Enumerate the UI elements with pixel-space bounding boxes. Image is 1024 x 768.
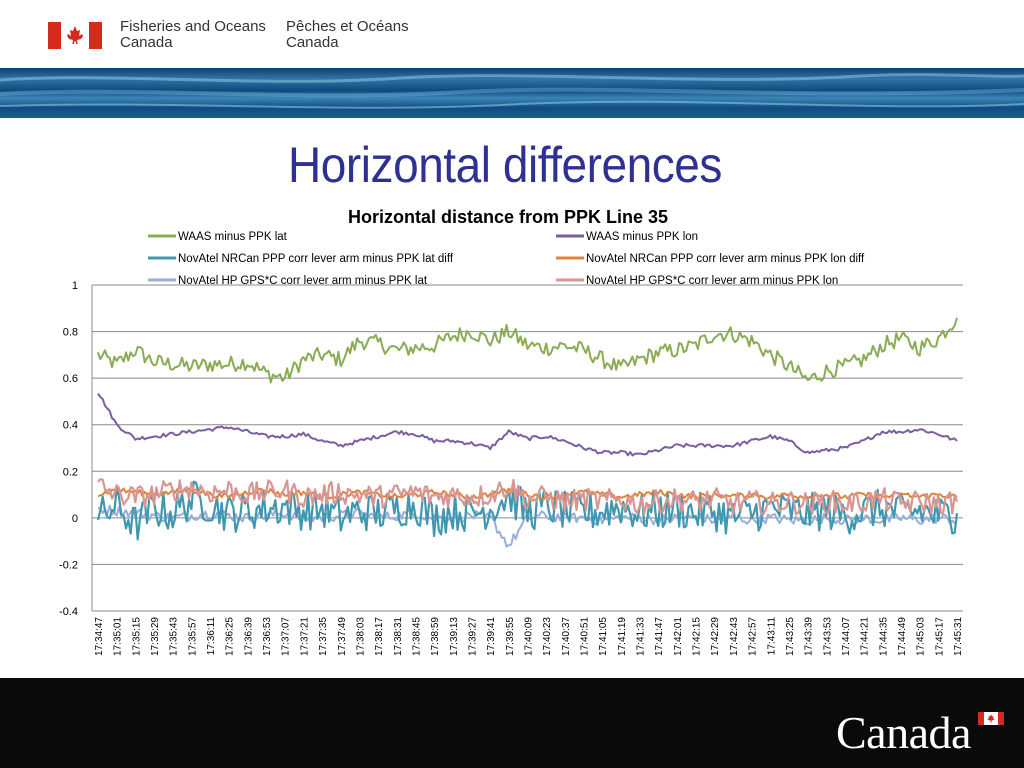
x-tick-label: 17:44:21 [859,617,871,656]
x-tick-label: 17:42:15 [691,617,703,656]
x-tick-label: 17:35:01 [112,617,124,656]
y-tick-label: -0.4 [59,606,78,618]
x-tick-label: 17:41:05 [598,617,610,656]
chart-legend [148,231,865,287]
x-tick-label: 17:44:07 [840,617,852,656]
x-tick-label: 17:36:53 [262,617,274,656]
department-fr-line1: Pêches et Océans [286,18,409,35]
canada-wordmark: Canada [836,707,971,758]
x-tick-label: 17:38:17 [374,617,386,656]
legend-label-1: WAAS minus PPK lon [586,231,699,243]
x-tick-label: 17:35:43 [168,617,180,656]
y-tick-label: -0.2 [59,559,78,572]
x-tick-label: 17:38:31 [392,617,404,656]
department-en-line2: Canada [120,34,173,51]
x-tick-label: 17:35:57 [187,617,199,656]
series-line-0 [98,318,957,383]
legend-label-5: NovAtel HP GPS*C corr lever arm minus PPK lon [586,275,839,287]
x-tick-label: 17:45:03 [915,617,927,656]
y-tick-label: 0.2 [62,466,78,479]
department-name-french [286,19,409,51]
department-fr-line2: Canada [286,34,339,51]
x-tick-label: 17:40:37 [560,617,572,656]
legend-label-0: WAAS minus PPK lat [178,231,287,243]
x-tick-label: 17:44:35 [878,617,890,656]
x-tick-label: 17:34:47 [94,617,105,656]
x-tick-label: 17:43:39 [803,617,815,656]
x-tick-label: 17:42:29 [710,617,722,656]
chart-title: Horizontal distance from PPK Line 35 [347,207,669,227]
wordmark-flag-icon [978,712,1004,725]
x-tick-label: 17:45:17 [934,617,946,656]
x-tick-label: 17:38:59 [430,617,442,656]
x-tick-label: 17:41:33 [635,617,647,656]
x-tick-label: 17:40:09 [523,617,535,656]
x-tick-label: 17:38:45 [411,617,423,656]
x-tick-label: 17:41:19 [616,617,628,656]
x-tick-label: 17:39:41 [486,617,498,656]
x-tick-label: 17:36:11 [206,617,218,656]
y-tick-label: 1 [71,280,78,292]
horizontal-distance-chart [0,196,1024,678]
legend-label-2: NovAtel NRCan PPP corr lever arm minus PPK lat diff [178,253,454,265]
department-en-line1: Fisheries and Oceans [120,18,266,35]
x-tick-label: 17:37:21 [299,617,311,656]
chart-gridlines [92,285,963,611]
x-tick-label: 17:37:07 [280,617,292,656]
x-tick-label: 17:37:35 [318,617,330,656]
x-tick-label: 17:36:25 [224,617,236,656]
x-tick-label: 17:36:39 [243,617,255,656]
x-tick-label: 17:41:47 [654,617,666,656]
x-tick-label: 17:39:27 [467,617,479,656]
ocean-wave-graphic [0,68,1024,118]
x-tick-label: 17:43:11 [766,617,778,656]
x-tick-label: 17:39:55 [504,617,516,656]
x-tick-label: 17:45:31 [953,617,964,656]
ocean-banner [0,68,1024,118]
y-tick-label: 0 [71,512,78,525]
legend-label-3: NovAtel NRCan PPP corr lever arm minus PPK lon diff [586,253,865,265]
x-axis [94,617,964,656]
slide-title: Horizontal differences [288,137,722,193]
x-tick-label: 17:40:23 [542,617,554,656]
x-tick-label: 17:43:53 [822,617,834,656]
y-tick-label: 0.4 [62,419,78,432]
chart-series [98,318,957,547]
x-tick-label: 17:40:51 [579,617,591,656]
canada-flag-icon [48,22,102,49]
x-tick-label: 17:38:03 [355,617,367,656]
x-tick-label: 17:35:29 [150,617,162,656]
legend-label-4: NovAtel HP GPS*C corr lever arm minus PPK lat [178,275,428,287]
x-tick-label: 17:37:49 [336,617,348,656]
x-tick-label: 17:44:49 [896,617,908,656]
x-tick-label: 17:39:13 [448,617,460,656]
y-tick-label: 0.6 [62,373,78,386]
x-tick-label: 17:42:57 [747,617,759,656]
x-tick-label: 17:35:15 [131,617,143,656]
y-tick-label: 0.8 [62,326,78,339]
dfo-header [0,0,1024,68]
x-tick-label: 17:42:43 [728,617,740,656]
department-name-english [120,19,266,51]
x-tick-label: 17:42:01 [672,617,684,656]
x-tick-label: 17:43:25 [784,617,796,656]
